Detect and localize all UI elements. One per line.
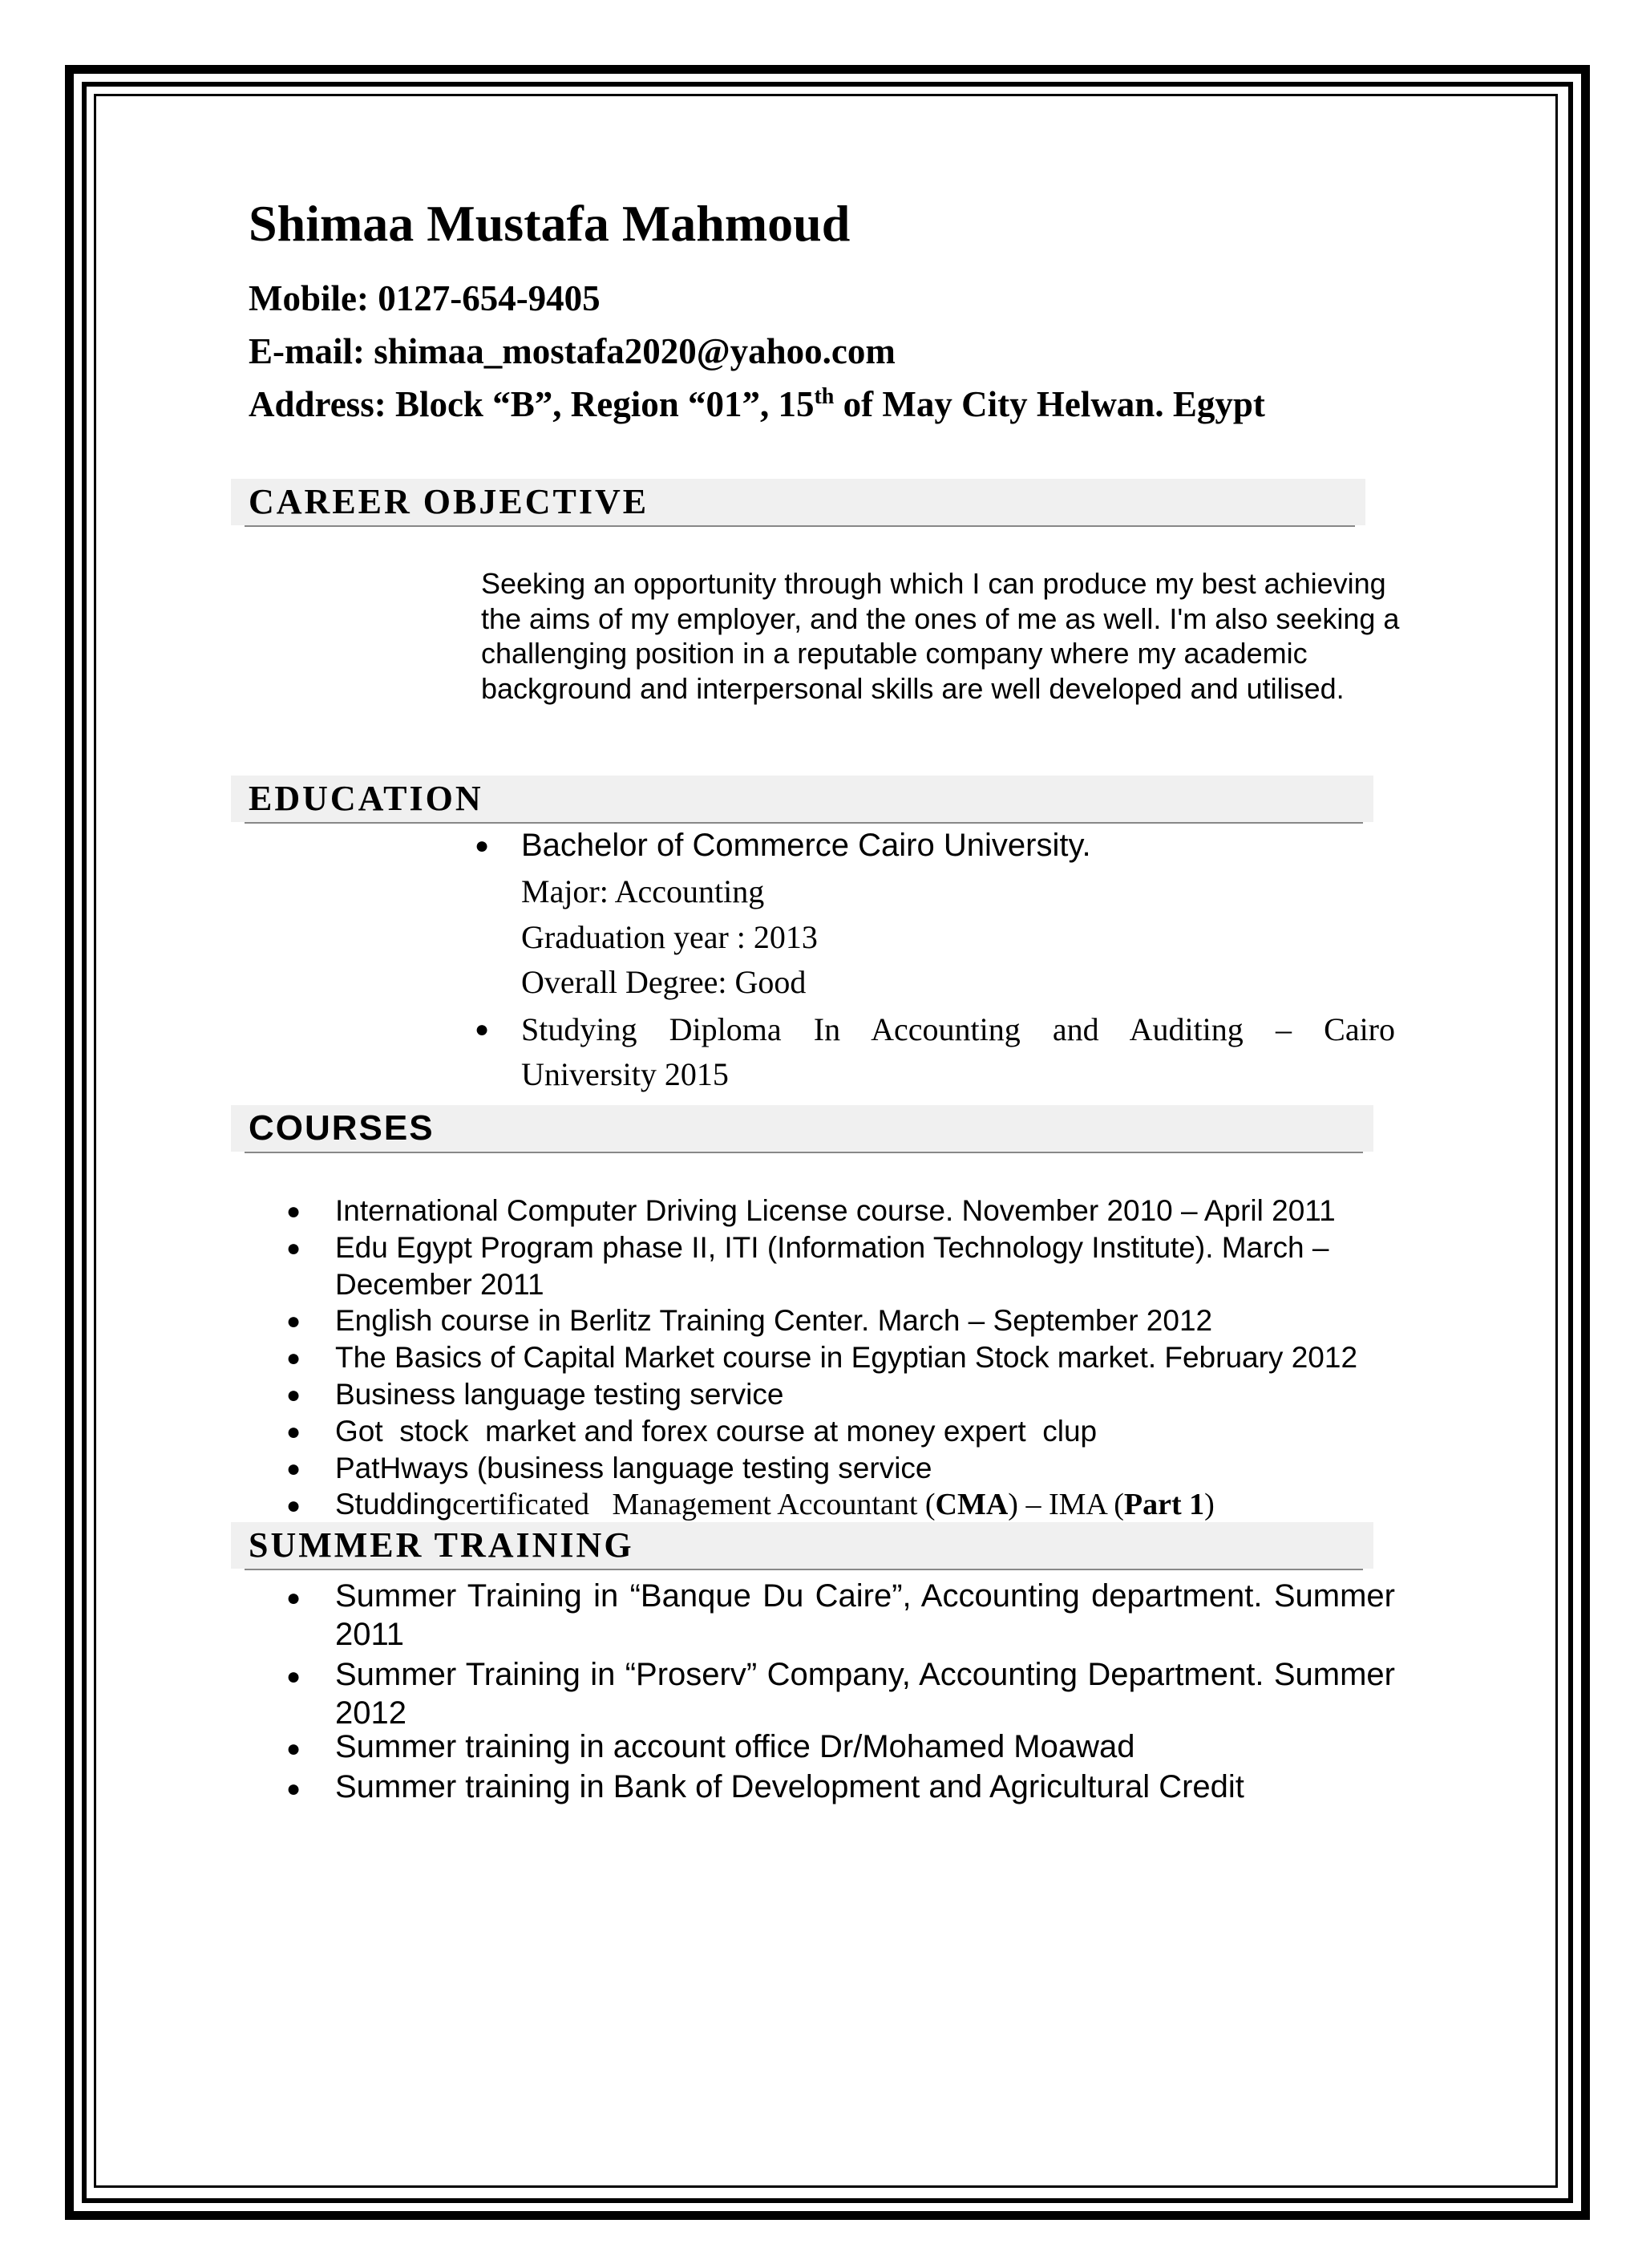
training-item: Summer training in Bank of Development and Agricultural Credit (335, 1769, 1244, 1804)
bullet-icon: ● (286, 1419, 301, 1445)
course-item: Edu Egypt Program phase II, ITI (Information Technology Institute). March – December 2011 (335, 1231, 1329, 1301)
course-item: Business language testing service (335, 1378, 784, 1411)
section-rule-objective (245, 525, 1355, 527)
objective-text: Seeking an opportunity through which I can produce my best achieving the aims of my employer, and the ones of me as well. I'm also seeking a challenging position in a reputable company where my academic background and interpersonal skills are well developed and utilised. (481, 567, 1400, 705)
bullet-icon: ● (286, 1663, 301, 1690)
bullet-icon: ● (286, 1456, 301, 1482)
bullet-icon: ● (475, 832, 490, 859)
section-title-courses: COURSES (249, 1108, 435, 1148)
mobile: Mobile: 0127-654-9405 (249, 278, 601, 318)
education-diploma-year: University 2015 (521, 1056, 729, 1092)
address-superscript: th (814, 384, 835, 409)
cma-close: ) (1204, 1488, 1215, 1521)
cma-after: ) – IMA ( (1008, 1488, 1124, 1521)
training-item: Summer Training in “Proserv” Company, Accounting Department. Summer 2012 (335, 1657, 1395, 1731)
course-item: Got stock market and forex course at money expert clup (335, 1415, 1098, 1448)
bullet-icon: ● (286, 1382, 301, 1408)
course-item: International Computer Driving License course. November 2010 – April 2011 (335, 1194, 1336, 1227)
bullet-icon: ● (286, 1235, 301, 1262)
email: E-mail: shimaa_mostafa2020@yahoo.com (249, 331, 896, 371)
education-major: Major: Accounting (521, 873, 765, 909)
bullet-icon: ● (286, 1198, 301, 1225)
section-rule-education (245, 822, 1363, 824)
section-title-objective: CAREER OBJECTIVE (249, 482, 649, 521)
address-end: of May City Helwan. Egypt (834, 384, 1265, 424)
section-title-training: SUMMER TRAINING (249, 1525, 634, 1565)
address-start: Address: Block “B”, Region “01”, 15 (249, 384, 815, 424)
course-item: PatHways (business language testing service (335, 1452, 932, 1484)
course-item: The Basics of Capital Market course in Egyptian Stock market. February 2012 (335, 1341, 1358, 1374)
course-item-cma (335, 1489, 1215, 1520)
bullet-icon: ● (286, 1585, 301, 1611)
education-diploma: Studying Diploma In Accounting and Auditing – Cairo (521, 1011, 1395, 1047)
bullet-icon: ● (286, 1735, 301, 1762)
cma-acronym: CMA (935, 1488, 1009, 1521)
section-rule-training (245, 1569, 1363, 1570)
course-item: English course in Berlitz Training Center. March – September 2012 (335, 1304, 1213, 1337)
training-item: Summer Training in “Banque Du Caire”, Accounting department. Summer 2011 (335, 1578, 1395, 1652)
education-graduation: Graduation year : 2013 (521, 919, 818, 955)
bullet-icon: ● (286, 1345, 301, 1371)
candidate-name: Shimaa Mustafa Mahmoud (249, 195, 851, 252)
training-item: Summer training in account office Dr/Mohamed Moawad (335, 1729, 1135, 1764)
bullet-icon: ● (475, 1016, 490, 1043)
address (249, 385, 1265, 425)
bullet-icon: ● (286, 1776, 301, 1802)
education-grade: Overall Degree: Good (521, 964, 807, 1000)
cma-part: Part 1 (1123, 1488, 1205, 1521)
cma-middle: certificated Management Accountant ( (452, 1488, 936, 1521)
bullet-icon: ● (286, 1308, 301, 1334)
section-rule-courses (245, 1152, 1363, 1153)
cma-prefix: Studding (335, 1488, 453, 1521)
bullet-icon: ● (286, 1492, 301, 1519)
education-degree: Bachelor of Commerce Cairo University. (521, 828, 1091, 863)
section-title-education: EDUCATION (249, 779, 483, 818)
